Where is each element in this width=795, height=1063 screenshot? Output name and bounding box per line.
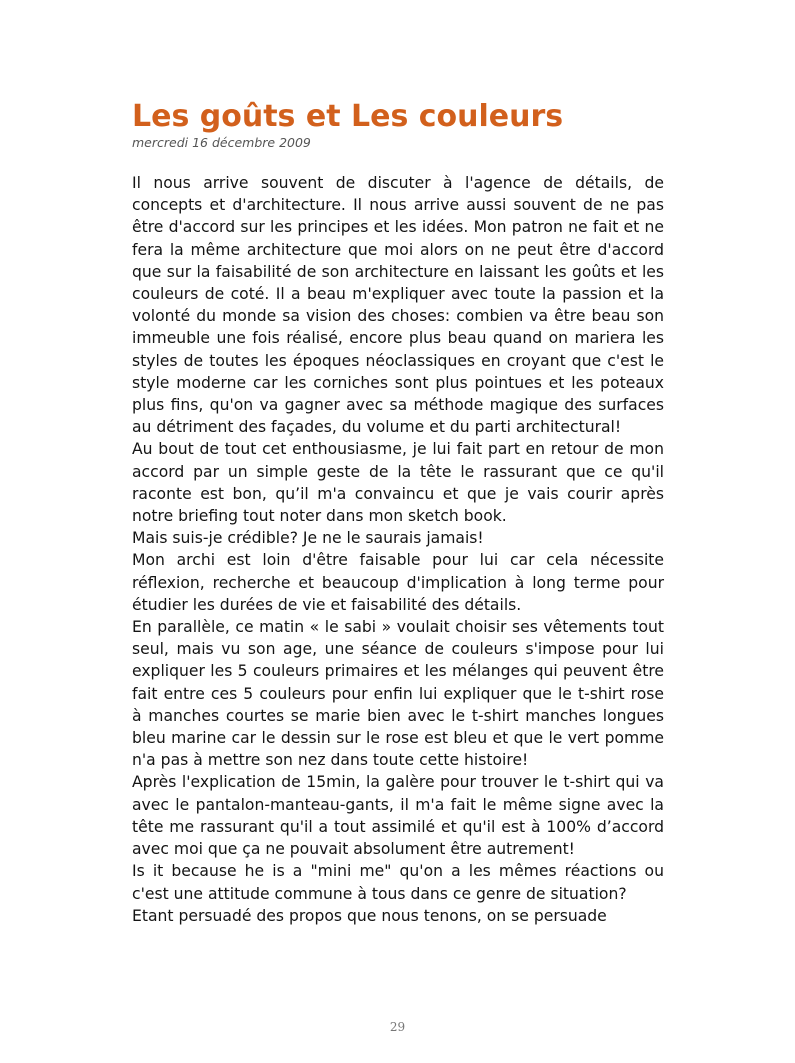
paragraph: En parallèle, ce matin « le sabi » voulait choisir ses vêtements tout seul, mais vu son age, une séance de couleurs s'impose pour lui expliquer les 5 couleurs primaires et les mélanges qui peuvent être fait entre ces 5 couleurs pour enfin lui expliquer que le t-shirt rose à manches courtes se marie bien avec le t-shirt manches longues bleu marine car le dessin sur le rose est bleu et que le vert pomme n'a pas à mettre son nez dans toute cette histoire! [132,618,664,770]
paragraph: Il nous arrive souvent de discuter à l'agence de détails, de concepts et d'architecture. Il nous arrive aussi souvent de ne pas être d'accord sur les principes et les idées. Mon patron ne fait et ne fera la même architecture que moi alors on ne peut être d'accord que sur la faisabilité de son architecture en laissant les goûts et les couleurs de coté. Il a beau m'expliquer avec toute la passion et la volonté du monde sa vision des choses: combien va être beau son immeuble une fois réalisé, encore plus beau quand on mariera les styles de toutes les époques néoclassiques en croyant que c'est le style moderne car les corniches sont plus pointues et les poteaux plus fins, qu'on va gagner avec sa méthode magique des surfaces au détriment des façades, du volume et du parti architectural! [132,174,664,437]
article-body [132,172,664,927]
paragraph: Mon archi est loin d'être faisable pour lui car cela nécessite réflexion, recherche et beaucoup d'implication à long terme pour étudier les durées de vie et faisabilité des détails. [132,551,664,614]
article-date: mercredi 16 décembre 2009 [132,135,311,150]
paragraph: Au bout de tout cet enthousiasme, je lui fait part en retour de mon accord par un simple geste de la tête le rassurant que ce qu'il raconte est bon, qu’il m'a convaincu et que je vais courir après notre briefing tout noter dans mon sketch book. [132,440,664,526]
article-title: Les goûts et Les couleurs [132,99,564,134]
paragraph: Après l'explication de 15min, la galère pour trouver le t-shirt qui va avec le pantalon-manteau-gants, il m'a fait le même signe avec la tête me rassurant qu'il a tout assimilé et qu'il est à 100% d’accord avec moi que ça ne pouvait absolument être autrement! [132,773,664,859]
paragraph: Mais suis-je crédible? Je ne le saurais jamais! [132,529,484,548]
paragraph: Etant persuadé des propos que nous tenons, on se persuade [132,906,607,925]
paragraph: Is it because he is a "mini me" qu'on a les mêmes réactions ou c'est une attitude commune à tous dans ce genre de situation? [132,862,664,903]
page-number: 29 [389,1020,406,1034]
